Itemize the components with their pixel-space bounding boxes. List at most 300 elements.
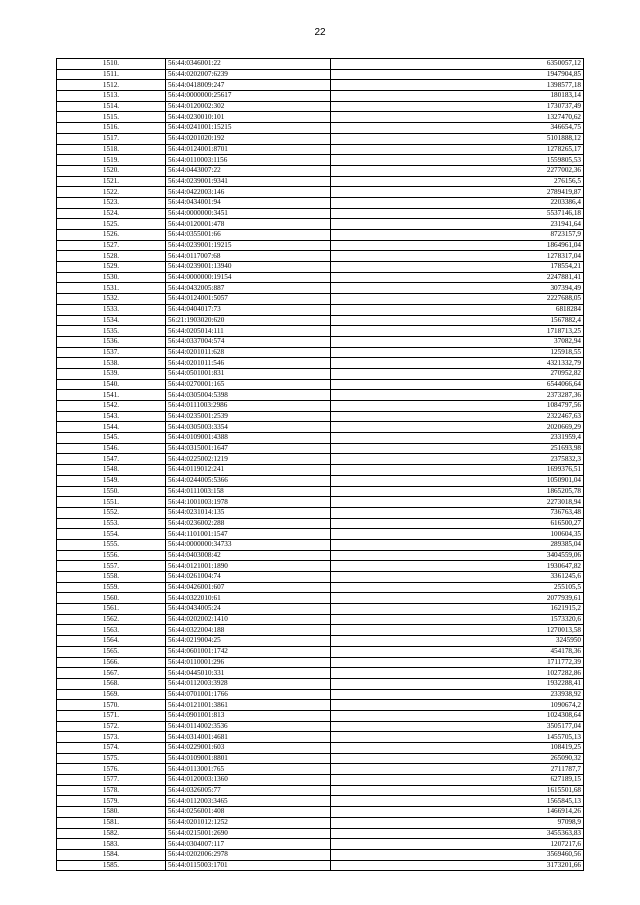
cadastral-number-cell: 56:44:0201011:628 (166, 347, 331, 358)
row-number-cell: 1554. (57, 529, 166, 540)
value-cell: 1865205,78 (331, 486, 584, 497)
table-row (57, 572, 584, 583)
cadastral-number-cell: 56:44:0205014:111 (166, 326, 331, 337)
value-cell: 1573320,6 (331, 614, 584, 625)
value-cell: 1398577,18 (331, 80, 584, 91)
row-number-cell: 1563. (57, 625, 166, 636)
value-cell: 1947904,85 (331, 69, 584, 80)
cadastral-number-cell: 56:44:0304007:117 (166, 839, 331, 850)
table-row (57, 144, 584, 155)
table-row (57, 411, 584, 422)
value-cell: 3245950 (331, 636, 584, 647)
cadastral-number-cell: 56:44:0124001:5057 (166, 294, 331, 305)
table-row (57, 390, 584, 401)
cadastral-number-cell: 56:44:0110003:1156 (166, 155, 331, 166)
cadastral-number-cell: 56:44:0239001:9341 (166, 176, 331, 187)
value-cell: 1730737,49 (331, 101, 584, 112)
cadastral-number-cell: 56:44:0202002:1410 (166, 614, 331, 625)
table-row (57, 721, 584, 732)
row-number-cell: 1565. (57, 646, 166, 657)
table-row (57, 401, 584, 412)
value-cell: 616500,27 (331, 518, 584, 529)
cadastral-number-cell: 56:44:0701001:1766 (166, 689, 331, 700)
value-cell: 233938,92 (331, 689, 584, 700)
table-row (57, 657, 584, 668)
value-cell: 37082,94 (331, 336, 584, 347)
value-cell: 1711772,39 (331, 657, 584, 668)
cadastral-number-cell: 56:44:0109001:4388 (166, 433, 331, 444)
table-row (57, 764, 584, 775)
value-cell: 2375832,3 (331, 454, 584, 465)
table-row (57, 689, 584, 700)
value-cell: 125918,55 (331, 347, 584, 358)
row-number-cell: 1561. (57, 604, 166, 615)
table-row (57, 326, 584, 337)
row-number-cell: 1525. (57, 219, 166, 230)
row-number-cell: 1581. (57, 817, 166, 828)
value-cell: 1090674,2 (331, 700, 584, 711)
cadastral-number-cell: 56:44:0109001:8801 (166, 753, 331, 764)
table-row (57, 646, 584, 657)
row-number-cell: 1551. (57, 497, 166, 508)
value-cell: 6544066,64 (331, 379, 584, 390)
row-number-cell: 1574. (57, 743, 166, 754)
row-number-cell: 1524. (57, 208, 166, 219)
registry-table-body (57, 59, 584, 871)
table-row (57, 187, 584, 198)
value-cell: 1207217,6 (331, 839, 584, 850)
table-row (57, 91, 584, 102)
cadastral-number-cell: 56:44:0000000:3451 (166, 208, 331, 219)
value-cell: 2077939,61 (331, 593, 584, 604)
cadastral-number-cell: 56:44:0231014:135 (166, 507, 331, 518)
value-cell: 2020669,29 (331, 422, 584, 433)
value-cell: 1278317,04 (331, 251, 584, 262)
row-number-cell: 1512. (57, 80, 166, 91)
cadastral-number-cell: 56:44:0434005:24 (166, 604, 331, 615)
cadastral-number-cell: 56:44:0219004:25 (166, 636, 331, 647)
cadastral-number-cell: 56:44:0120003:1360 (166, 775, 331, 786)
table-row (57, 486, 584, 497)
row-number-cell: 1571. (57, 710, 166, 721)
table-row (57, 775, 584, 786)
value-cell: 276156,5 (331, 176, 584, 187)
value-cell: 1932288,41 (331, 678, 584, 689)
cadastral-number-cell: 56:44:0120001:478 (166, 219, 331, 230)
value-cell: 346654,75 (331, 123, 584, 134)
value-cell: 270952,82 (331, 368, 584, 379)
value-cell: 1024308,64 (331, 710, 584, 721)
table-row (57, 133, 584, 144)
row-number-cell: 1530. (57, 272, 166, 283)
cadastral-number-cell: 56:44:0901001:813 (166, 710, 331, 721)
table-row (57, 336, 584, 347)
cadastral-number-cell: 56:44:0601001:1742 (166, 646, 331, 657)
value-cell: 3173201,66 (331, 860, 584, 871)
table-row (57, 240, 584, 251)
row-number-cell: 1543. (57, 411, 166, 422)
cadastral-number-cell: 56:44:0346001:22 (166, 59, 331, 70)
cadastral-number-cell: 56:44:0355001:66 (166, 230, 331, 241)
cadastral-number-cell: 56:44:0112003:3928 (166, 678, 331, 689)
row-number-cell: 1522. (57, 187, 166, 198)
value-cell: 1050901,04 (331, 475, 584, 486)
row-number-cell: 1577. (57, 775, 166, 786)
table-row (57, 807, 584, 818)
value-cell: 4321332,79 (331, 358, 584, 369)
cadastral-number-cell: 56:44:0443007:22 (166, 165, 331, 176)
table-row (57, 604, 584, 615)
cadastral-number-cell: 56:44:0202007:6239 (166, 69, 331, 80)
table-row (57, 176, 584, 187)
value-cell: 289385,04 (331, 539, 584, 550)
row-number-cell: 1573. (57, 732, 166, 743)
row-number-cell: 1528. (57, 251, 166, 262)
table-row (57, 347, 584, 358)
table-row (57, 539, 584, 550)
value-cell: 1699376,51 (331, 465, 584, 476)
table-row (57, 219, 584, 230)
row-number-cell: 1548. (57, 465, 166, 476)
table-row (57, 700, 584, 711)
table-row (57, 262, 584, 273)
value-cell: 1567882,4 (331, 315, 584, 326)
cadastral-number-cell: 56:21:1903020:620 (166, 315, 331, 326)
cadastral-number-cell: 56:44:0244005:5366 (166, 475, 331, 486)
row-number-cell: 1538. (57, 358, 166, 369)
value-cell: 1864961,04 (331, 240, 584, 251)
row-number-cell: 1532. (57, 294, 166, 305)
cadastral-number-cell: 56:44:0115003:1701 (166, 860, 331, 871)
row-number-cell: 1547. (57, 454, 166, 465)
table-row (57, 507, 584, 518)
row-number-cell: 1535. (57, 326, 166, 337)
value-cell: 2227688,05 (331, 294, 584, 305)
value-cell: 100604,35 (331, 529, 584, 540)
cadastral-number-cell: 56:44:1001003:1978 (166, 497, 331, 508)
table-row (57, 304, 584, 315)
cadastral-number-cell: 56:44:0114002:3536 (166, 721, 331, 732)
row-number-cell: 1566. (57, 657, 166, 668)
cadastral-number-cell: 56:44:0322004:188 (166, 625, 331, 636)
table-row (57, 668, 584, 679)
row-number-cell: 1553. (57, 518, 166, 529)
table-row (57, 101, 584, 112)
cadastral-number-cell: 56:44:0256001:408 (166, 807, 331, 818)
value-cell: 5101888,12 (331, 133, 584, 144)
value-cell: 2273018,94 (331, 497, 584, 508)
value-cell: 8723157,9 (331, 230, 584, 241)
value-cell: 6350057,12 (331, 59, 584, 70)
row-number-cell: 1511. (57, 69, 166, 80)
cadastral-number-cell: 56:44:0120002:302 (166, 101, 331, 112)
cadastral-number-cell: 56:44:0202006:2978 (166, 849, 331, 860)
row-number-cell: 1585. (57, 860, 166, 871)
value-cell: 178554,21 (331, 262, 584, 273)
table-row (57, 796, 584, 807)
row-number-cell: 1576. (57, 764, 166, 775)
table-row (57, 817, 584, 828)
table-row (57, 283, 584, 294)
table-row (57, 80, 584, 91)
row-number-cell: 1549. (57, 475, 166, 486)
row-number-cell: 1564. (57, 636, 166, 647)
cadastral-number-cell: 56:44:0239001:19215 (166, 240, 331, 251)
table-row (57, 529, 584, 540)
table-row (57, 123, 584, 134)
table-row (57, 155, 584, 166)
value-cell: 1930647,82 (331, 561, 584, 572)
value-cell: 2277002,36 (331, 165, 584, 176)
cadastral-number-cell: 56:44:0110001:296 (166, 657, 331, 668)
row-number-cell: 1542. (57, 401, 166, 412)
value-cell: 1621915,2 (331, 604, 584, 615)
table-row (57, 625, 584, 636)
value-cell: 108419,25 (331, 743, 584, 754)
value-cell: 265090,32 (331, 753, 584, 764)
table-row (57, 294, 584, 305)
cadastral-number-cell: 56:44:0000000:19154 (166, 272, 331, 283)
value-cell: 1466914,26 (331, 807, 584, 818)
value-cell: 5537146,18 (331, 208, 584, 219)
row-number-cell: 1567. (57, 668, 166, 679)
value-cell: 2331959,4 (331, 433, 584, 444)
value-cell: 2711787,7 (331, 764, 584, 775)
value-cell: 1327470,62 (331, 112, 584, 123)
value-cell: 251693,98 (331, 443, 584, 454)
cadastral-number-cell: 56:44:0305003:3354 (166, 422, 331, 433)
row-number-cell: 1555. (57, 539, 166, 550)
row-number-cell: 1520. (57, 165, 166, 176)
page-number: 22 (314, 27, 326, 38)
value-cell: 627189,15 (331, 775, 584, 786)
table-row (57, 636, 584, 647)
row-number-cell: 1550. (57, 486, 166, 497)
cadastral-number-cell: 56:44:0418009:247 (166, 80, 331, 91)
cadastral-number-cell: 56:44:0432005:887 (166, 283, 331, 294)
row-number-cell: 1544. (57, 422, 166, 433)
value-cell: 3505177,04 (331, 721, 584, 732)
value-cell: 736763,48 (331, 507, 584, 518)
cadastral-number-cell: 56:44:0426001:607 (166, 582, 331, 593)
value-cell: 1615501,68 (331, 785, 584, 796)
row-number-cell: 1552. (57, 507, 166, 518)
row-number-cell: 1570. (57, 700, 166, 711)
row-number-cell: 1540. (57, 379, 166, 390)
cadastral-number-cell: 56:44:0201020:192 (166, 133, 331, 144)
value-cell: 1084797,56 (331, 401, 584, 412)
cadastral-number-cell: 56:44:0404017:73 (166, 304, 331, 315)
cadastral-number-cell: 56:44:0201012:1252 (166, 817, 331, 828)
cadastral-number-cell: 56:44:0112003:3465 (166, 796, 331, 807)
value-cell: 255105,5 (331, 582, 584, 593)
table-row (57, 561, 584, 572)
cadastral-number-cell: 56:44:0305004:5398 (166, 390, 331, 401)
value-cell: 2247881,41 (331, 272, 584, 283)
cadastral-number-cell: 56:44:0000000:34733 (166, 539, 331, 550)
table-row (57, 550, 584, 561)
cadastral-number-cell: 56:44:0000000:25617 (166, 91, 331, 102)
cadastral-number-cell: 56:44:0230010:101 (166, 112, 331, 123)
table-row (57, 59, 584, 70)
table-row (57, 743, 584, 754)
table-row (57, 678, 584, 689)
table-row (57, 208, 584, 219)
row-number-cell: 1531. (57, 283, 166, 294)
table-row (57, 710, 584, 721)
cadastral-number-cell: 56:44:0113001:765 (166, 764, 331, 775)
row-number-cell: 1568. (57, 678, 166, 689)
cadastral-number-cell: 56:44:0445010:331 (166, 668, 331, 679)
row-number-cell: 1559. (57, 582, 166, 593)
row-number-cell: 1533. (57, 304, 166, 315)
value-cell: 231941,64 (331, 219, 584, 230)
table-row (57, 315, 584, 326)
row-number-cell: 1536. (57, 336, 166, 347)
table-row (57, 732, 584, 743)
table-row (57, 614, 584, 625)
table-row (57, 368, 584, 379)
cadastral-number-cell: 56:44:0434001:94 (166, 197, 331, 208)
cadastral-number-cell: 56:44:0261004:74 (166, 572, 331, 583)
table-row (57, 582, 584, 593)
cadastral-number-cell: 56:44:0422003:146 (166, 187, 331, 198)
cadastral-number-cell: 56:44:0121001:1890 (166, 561, 331, 572)
table-row (57, 69, 584, 80)
cadastral-number-cell: 56:44:0121001:3861 (166, 700, 331, 711)
row-number-cell: 1558. (57, 572, 166, 583)
cadastral-number-cell: 56:44:0403008:42 (166, 550, 331, 561)
table-row (57, 849, 584, 860)
row-number-cell: 1514. (57, 101, 166, 112)
table-row (57, 839, 584, 850)
value-cell: 2373287,36 (331, 390, 584, 401)
table-row (57, 165, 584, 176)
table-row (57, 497, 584, 508)
value-cell: 454178,36 (331, 646, 584, 657)
value-cell: 1565845,13 (331, 796, 584, 807)
table-row (57, 518, 584, 529)
table-row (57, 454, 584, 465)
table-row (57, 422, 584, 433)
registry-table (56, 58, 584, 871)
value-cell: 180183,14 (331, 91, 584, 102)
row-number-cell: 1579. (57, 796, 166, 807)
row-number-cell: 1510. (57, 59, 166, 70)
value-cell: 1559805,53 (331, 155, 584, 166)
table-row (57, 443, 584, 454)
value-cell: 2789419,87 (331, 187, 584, 198)
cadastral-number-cell: 56:44:0236002:288 (166, 518, 331, 529)
row-number-cell: 1582. (57, 828, 166, 839)
row-number-cell: 1526. (57, 230, 166, 241)
row-number-cell: 1584. (57, 849, 166, 860)
cadastral-number-cell: 56:44:0117007:68 (166, 251, 331, 262)
row-number-cell: 1518. (57, 144, 166, 155)
value-cell: 6818284 (331, 304, 584, 315)
cadastral-number-cell: 56:44:0119012:241 (166, 465, 331, 476)
table-row (57, 433, 584, 444)
row-number-cell: 1534. (57, 315, 166, 326)
row-number-cell: 1572. (57, 721, 166, 732)
cadastral-number-cell: 56:44:0111003:2986 (166, 401, 331, 412)
row-number-cell: 1557. (57, 561, 166, 572)
cadastral-number-cell: 56:44:0124001:8701 (166, 144, 331, 155)
cadastral-number-cell: 56:44:0201011:546 (166, 358, 331, 369)
cadastral-number-cell: 56:44:0241001:15215 (166, 123, 331, 134)
cadastral-number-cell: 56:44:0337004:574 (166, 336, 331, 347)
table-row (57, 785, 584, 796)
value-cell: 1718713,25 (331, 326, 584, 337)
row-number-cell: 1545. (57, 433, 166, 444)
value-cell: 3569460,56 (331, 849, 584, 860)
row-number-cell: 1560. (57, 593, 166, 604)
table-row (57, 358, 584, 369)
row-number-cell: 1556. (57, 550, 166, 561)
row-number-cell: 1529. (57, 262, 166, 273)
row-number-cell: 1515. (57, 112, 166, 123)
row-number-cell: 1513. (57, 91, 166, 102)
row-number-cell: 1569. (57, 689, 166, 700)
table-row (57, 828, 584, 839)
table-row (57, 230, 584, 241)
cadastral-number-cell: 56:44:0322010:61 (166, 593, 331, 604)
value-cell: 3455363,83 (331, 828, 584, 839)
value-cell: 97098,9 (331, 817, 584, 828)
row-number-cell: 1537. (57, 347, 166, 358)
cadastral-number-cell: 56:44:1101001:1547 (166, 529, 331, 540)
cadastral-number-cell: 56:44:0314001:4681 (166, 732, 331, 743)
cadastral-number-cell: 56:44:0111003:158 (166, 486, 331, 497)
cadastral-number-cell: 56:44:0326005:77 (166, 785, 331, 796)
table-row (57, 379, 584, 390)
table-row (57, 860, 584, 871)
value-cell: 1027282,86 (331, 668, 584, 679)
table-row (57, 753, 584, 764)
value-cell: 307394,49 (331, 283, 584, 294)
value-cell: 1270013,58 (331, 625, 584, 636)
row-number-cell: 1523. (57, 197, 166, 208)
cadastral-number-cell: 56:44:0315001:1647 (166, 443, 331, 454)
value-cell: 3404559,06 (331, 550, 584, 561)
table-row (57, 197, 584, 208)
row-number-cell: 1539. (57, 368, 166, 379)
table-row (57, 251, 584, 262)
cadastral-number-cell: 56:44:0235001:2539 (166, 411, 331, 422)
row-number-cell: 1541. (57, 390, 166, 401)
row-number-cell: 1562. (57, 614, 166, 625)
row-number-cell: 1546. (57, 443, 166, 454)
cadastral-number-cell: 56:44:0215001:2690 (166, 828, 331, 839)
row-number-cell: 1578. (57, 785, 166, 796)
table-row (57, 272, 584, 283)
row-number-cell: 1527. (57, 240, 166, 251)
row-number-cell: 1583. (57, 839, 166, 850)
cadastral-number-cell: 56:44:0239001:13940 (166, 262, 331, 273)
cadastral-number-cell: 56:44:0229001:603 (166, 743, 331, 754)
value-cell: 1278265,17 (331, 144, 584, 155)
value-cell: 1455705,13 (331, 732, 584, 743)
value-cell: 2322467,63 (331, 411, 584, 422)
row-number-cell: 1517. (57, 133, 166, 144)
row-number-cell: 1575. (57, 753, 166, 764)
table-row (57, 475, 584, 486)
value-cell: 2203386,4 (331, 197, 584, 208)
table-row (57, 465, 584, 476)
value-cell: 3361245,6 (331, 572, 584, 583)
cadastral-number-cell: 56:44:0501001:831 (166, 368, 331, 379)
table-row (57, 593, 584, 604)
